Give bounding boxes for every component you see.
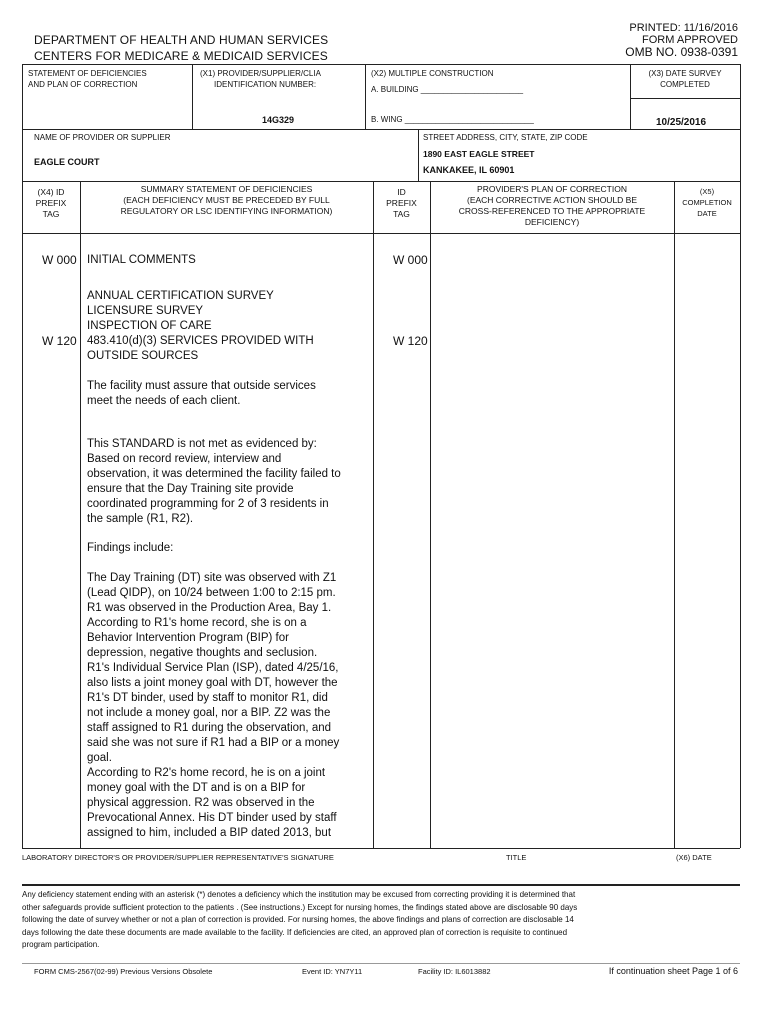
regulation-text: The facility must assure that outside services meet the needs of each client.	[87, 380, 316, 407]
omb-number: OMB NO. 0938-0391	[625, 45, 738, 59]
initial-comments: INITIAL COMMENTS	[87, 254, 196, 266]
title-label: TITLE	[506, 853, 527, 862]
statement-label: STATEMENT OF DEFICIENCIES AND PLAN OF CORRECTION	[28, 69, 147, 89]
findings-text: The Day Training (DT) site was observed with Z1 (Lead QIDP), on 10/24 between 1:00 to 2:15 pm. R1 was observed in the Production Area, Bay 1. According to R1's home record, she is on a Behavior Intervention Program (BIP) for depression, negative thoughts and seclusion. R1's Individual Service Plan (ISP), dated 4/25/16, also lists a joint money goal with DT, however the R1's DT binder, used by staff to monitor R1, did not include a money goal, nor a BIP. Z2 was the staff assigned to R1 during the observation, and said she was not sure if R1 had a BIP or a money goal. According to R2's home record, he is on a joint money goal with the DT and is on a BIP for physical aggression. R2 was observed in the Prevocational Annex. His DT binder used by staff assigned to him, included a BIP dated 2013, but	[87, 572, 340, 839]
survey-date: 10/25/2016	[656, 117, 707, 128]
provider-name: EAGLE COURT	[34, 157, 100, 167]
form-number: FORM CMS-2567(02-99) Previous Versions Obsolete	[34, 967, 213, 976]
printed-date: PRINTED: 11/16/2016	[629, 22, 738, 34]
x5-header: (X5) COMPLETION DATE	[682, 187, 732, 218]
tag-w000-left: W 000	[42, 253, 77, 267]
page-indicator: If continuation sheet Page 1 of 6	[608, 966, 738, 976]
address-line-2: KANKAKEE, IL 60901	[423, 165, 515, 175]
form-approved: FORM APPROVED	[642, 34, 738, 46]
event-id: Event ID: YN7Y11	[302, 967, 363, 976]
signature-label: LABORATORY DIRECTOR'S OR PROVIDER/SUPPLIER REPRESENTATIVE'S SIGNATURE	[22, 853, 334, 862]
x2-wing: B. WING _____________________________	[371, 115, 534, 124]
x1-label: (X1) PROVIDER/SUPPLIER/CLIA IDENTIFICATION NUMBER:	[200, 69, 321, 89]
survey-type-block: ANNUAL CERTIFICATION SURVEY LICENSURE SURVEY INSPECTION OF CARE 483.410(d)(3) SERVICES PROVIDED WITH OUTSIDE SOURCES	[87, 290, 314, 362]
date-label: (X6) DATE	[676, 853, 712, 862]
tag-w120-left: W 120	[42, 334, 77, 348]
dept-line-1: DEPARTMENT OF HEALTH AND HUMAN SERVICES	[34, 33, 329, 47]
form-info	[625, 22, 738, 58]
x2-building: A. BUILDING _______________________	[371, 85, 524, 94]
department-header	[34, 32, 328, 64]
address-label: STREET ADDRESS, CITY, STATE, ZIP CODE	[423, 133, 588, 142]
findings-label: Findings include:	[87, 542, 174, 554]
disclaimer-text: Any deficiency statement ending with an asterisk (*) denotes a deficiency which the institution may be excused from correcting providing it is determined that other safeguards provide sufficient protection to the patients . (See instructions.) Except for nursing homes, the findings stated above are disclosable 90 days following the date of survey whether or not a plan of correction is provided. For nursing homes, the above findings and plans of correction are disclosable 14 days following the date these documents are made available to the facility. If deficiencies are cited, an approved plan of correction is requisite to continued program participation.	[22, 890, 578, 949]
standard-not-met: This STANDARD is not met as evidenced by: Based on record review, interview and observation, it was determined the facility failed to ensure that the Day Training site provide coordinated programming for 2 of 3 residents in the sample (R1, R2).	[87, 438, 341, 525]
dept-line-2: CENTERS FOR MEDICARE & MEDICAID SERVICES	[34, 49, 328, 63]
summary-header: SUMMARY STATEMENT OF DEFICIENCIES (EACH DEFICIENCY MUST BE PRECEDED BY FULL REGULATORY OR LSC IDENTIFYING INFORMATION)	[120, 184, 333, 216]
provider-id: 14G329	[262, 115, 295, 125]
provider-name-label: NAME OF PROVIDER OR SUPPLIER	[34, 133, 171, 142]
id-header: ID PREFIX TAG	[386, 187, 417, 219]
tag-w120-right: W 120	[393, 334, 428, 348]
tag-w000-right: W 000	[393, 253, 428, 267]
address-line-1: 1890 EAST EAGLE STREET	[423, 149, 535, 159]
x3-label: (X3) DATE SURVEY COMPLETED	[648, 69, 722, 89]
plan-header: PROVIDER'S PLAN OF CORRECTION (EACH CORRECTIVE ACTION SHOULD BE CROSS-REFERENCED TO THE APPROPRIATE DEFICIENCY)	[458, 184, 646, 227]
x4-header: (X4) ID PREFIX TAG	[35, 187, 67, 219]
facility-id: Facility ID: IL6013882	[418, 967, 491, 976]
x2-label: (X2) MULTIPLE CONSTRUCTION	[371, 69, 494, 78]
